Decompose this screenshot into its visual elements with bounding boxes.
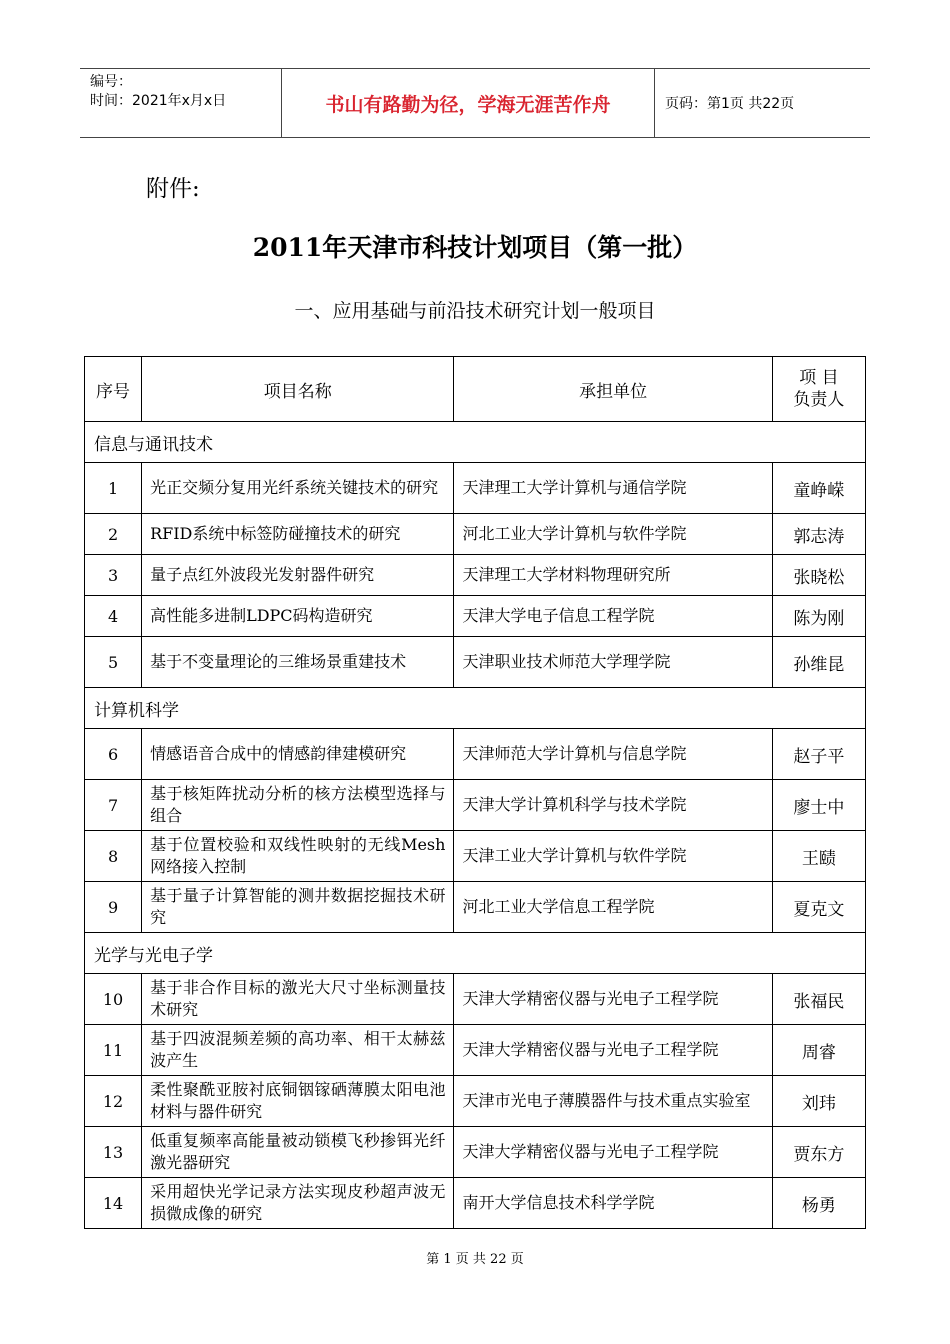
- row-unit: 天津大学计算机科学与技术学院: [454, 780, 772, 831]
- row-index: 3: [85, 555, 142, 596]
- table-row: [85, 555, 866, 596]
- row-unit: 天津理工大学材料物理研究所: [454, 555, 772, 596]
- header-leader-text: 项 目 负责人: [793, 368, 845, 410]
- category-row: [85, 422, 866, 463]
- row-leader: 孙维昆: [772, 637, 865, 688]
- section-subtitle: 一、应用基础与前沿技术研究计划一般项目: [294, 300, 656, 322]
- row-unit: 天津大学精密仪器与光电子工程学院: [454, 974, 772, 1025]
- table-header-row: [85, 357, 866, 422]
- row-index: 6: [85, 729, 142, 780]
- row-leader: 郭志涛: [772, 514, 865, 555]
- table-row: [85, 831, 866, 882]
- row-leader: 童峥嵘: [772, 463, 865, 514]
- row-unit: 天津大学电子信息工程学院: [454, 596, 772, 637]
- row-project-name: 基于位置校验和双线性映射的无线Mesh网络接入控制: [142, 831, 454, 882]
- table-row: [85, 596, 866, 637]
- row-leader: 周睿: [772, 1025, 865, 1076]
- table-row: [85, 780, 866, 831]
- header-leader: [772, 357, 865, 422]
- row-leader: 张晓松: [772, 555, 865, 596]
- row-index: 9: [85, 882, 142, 933]
- row-project-name: 情感语音合成中的情感韵律建模研究: [142, 729, 454, 780]
- row-project-name: RFID系统中标签防碰撞技术的研究: [142, 514, 454, 555]
- category-label: 光学与光电子学: [85, 933, 866, 974]
- row-unit: 天津理工大学计算机与通信学院: [454, 463, 772, 514]
- row-unit: 天津市光电子薄膜器件与技术重点实验室: [454, 1076, 772, 1127]
- row-index: 1: [85, 463, 142, 514]
- table-body: [85, 422, 866, 1229]
- header-meta: [80, 69, 282, 137]
- row-project-name: 量子点红外波段光发射器件研究: [142, 555, 454, 596]
- category-row: [85, 688, 866, 729]
- row-leader: 杨勇: [772, 1178, 865, 1229]
- row-unit: 河北工业大学信息工程学院: [454, 882, 772, 933]
- row-index: 12: [85, 1076, 142, 1127]
- row-index: 10: [85, 974, 142, 1025]
- header-index: 序号: [85, 357, 142, 422]
- table-row: [85, 729, 866, 780]
- page-footer: 第 1 页 共 22 页: [426, 1252, 524, 1267]
- row-project-name: 光正交频分复用光纤系统关键技术的研究: [142, 463, 454, 514]
- row-index: 5: [85, 637, 142, 688]
- row-project-name: 基于非合作目标的激光大尺寸坐标测量技术研究: [142, 974, 454, 1025]
- row-project-name: 基于四波混频差频的高功率、相干太赫兹波产生: [142, 1025, 454, 1076]
- row-unit: 天津职业技术师范大学理学院: [454, 637, 772, 688]
- table-row: [85, 1127, 866, 1178]
- table-row: [85, 1025, 866, 1076]
- row-leader: 陈为刚: [772, 596, 865, 637]
- row-index: 11: [85, 1025, 142, 1076]
- row-index: 2: [85, 514, 142, 555]
- category-label: 计算机科学: [85, 688, 866, 729]
- table-row: [85, 974, 866, 1025]
- category-row: [85, 933, 866, 974]
- header-page-label: 页码：第1页 共22页: [665, 96, 795, 112]
- row-project-name: 低重复频率高能量被动锁模飞秒掺铒光纤激光器研究: [142, 1127, 454, 1178]
- row-leader: 张福民: [772, 974, 865, 1025]
- row-index: 4: [85, 596, 142, 637]
- table-row: [85, 514, 866, 555]
- row-unit: 天津工业大学计算机与软件学院: [454, 831, 772, 882]
- row-index: 8: [85, 831, 142, 882]
- row-unit: 天津师范大学计算机与信息学院: [454, 729, 772, 780]
- header-motto: 书山有路勤为径，学海无涯苦作舟: [282, 69, 655, 137]
- row-project-name: 基于量子计算智能的测井数据挖掘技术研究: [142, 882, 454, 933]
- row-index: 7: [85, 780, 142, 831]
- project-table: [84, 356, 866, 1229]
- row-project-name: 采用超快光学记录方法实现皮秒超声波无损微成像的研究: [142, 1178, 454, 1229]
- row-leader: 夏克文: [772, 882, 865, 933]
- row-unit: 南开大学信息技术科学学院: [454, 1178, 772, 1229]
- row-project-name: 高性能多进制LDPC码构造研究: [142, 596, 454, 637]
- attachment-label: 附件:: [146, 176, 200, 202]
- table-row: [85, 637, 866, 688]
- row-project-name: 柔性聚酰亚胺衬底铜铟镓硒薄膜太阳电池材料与器件研究: [142, 1076, 454, 1127]
- row-leader: 赵子平: [772, 729, 865, 780]
- row-project-name: 基于不变量理论的三维场景重建技术: [142, 637, 454, 688]
- header-project-name: 项目名称: [142, 357, 454, 422]
- table-row: [85, 463, 866, 514]
- row-unit: 天津大学精密仪器与光电子工程学院: [454, 1127, 772, 1178]
- row-leader: 贾东方: [772, 1127, 865, 1178]
- table-row: [85, 1076, 866, 1127]
- time-label: 时间：2021年x月x日: [90, 93, 227, 109]
- table-row: [85, 882, 866, 933]
- row-leader: 王赜: [772, 831, 865, 882]
- page-header: [80, 68, 870, 138]
- header-unit: 承担单位: [454, 357, 772, 422]
- row-leader: 廖士中: [772, 780, 865, 831]
- row-index: 13: [85, 1127, 142, 1178]
- row-leader: 刘玮: [772, 1076, 865, 1127]
- row-index: 14: [85, 1178, 142, 1229]
- document-title: 2011年天津市科技计划项目（第一批）: [252, 233, 698, 262]
- row-unit: 河北工业大学计算机与软件学院: [454, 514, 772, 555]
- code-label: 编号：: [90, 74, 132, 90]
- category-label: 信息与通讯技术: [85, 422, 866, 463]
- table-row: [85, 1178, 866, 1229]
- row-unit: 天津大学精密仪器与光电子工程学院: [454, 1025, 772, 1076]
- row-project-name: 基于核矩阵扰动分析的核方法模型选择与组合: [142, 780, 454, 831]
